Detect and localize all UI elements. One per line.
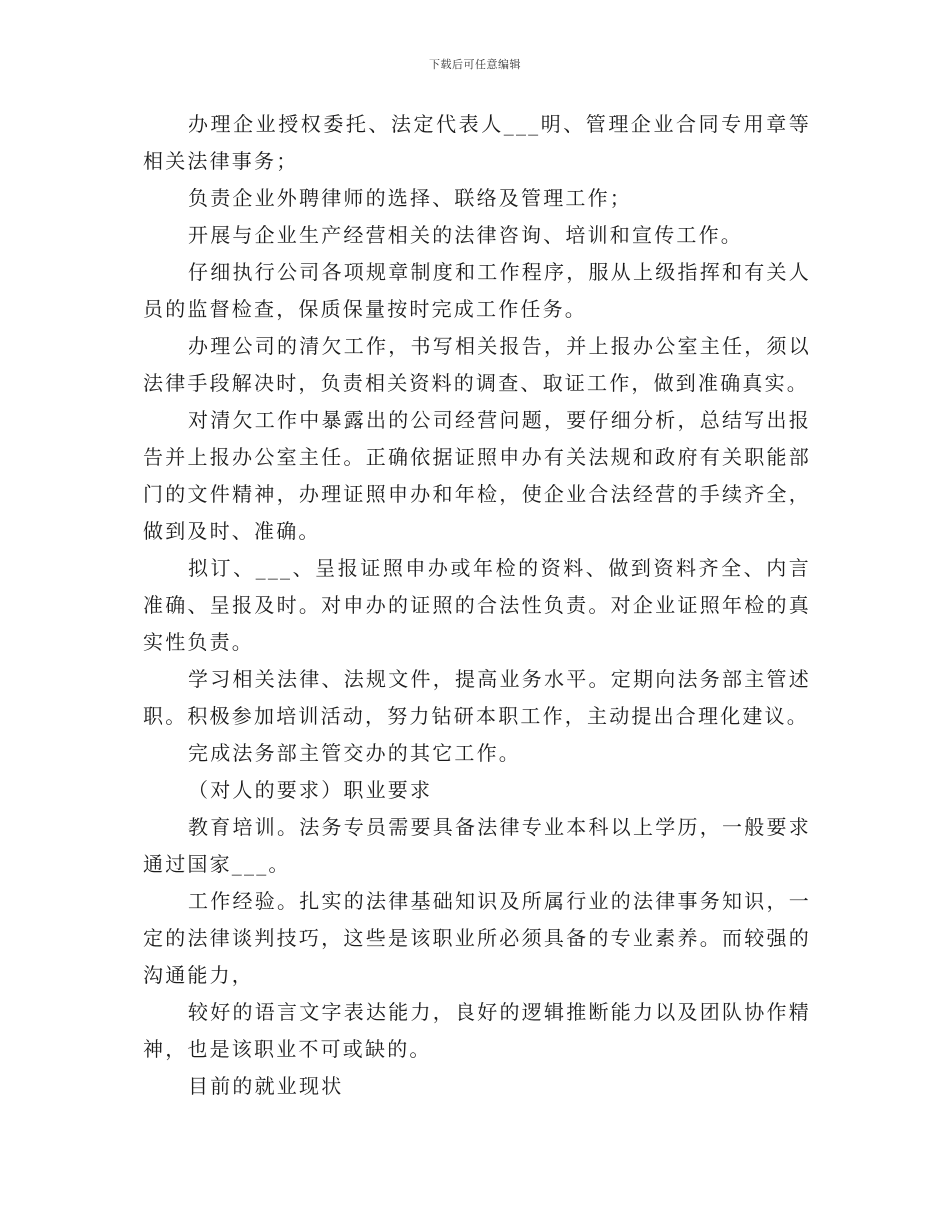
- paragraph: 负责企业外聘律师的选择、联络及管理工作；: [188, 186, 632, 210]
- section-heading: （对人的要求）职业要求: [188, 778, 433, 802]
- section-heading: 目前的就业现状: [188, 1074, 344, 1098]
- paragraph: 学习相关法律、法规文件，提高业务水平。定期向法务部主管述职。积极参加培训活动，努力钻研本职工作，主动提出合理化建议。: [143, 667, 811, 728]
- paragraph: 仔细执行公司各项规章制度和工作程序，服从上级指挥和有关人员的监督检查，保质保量按时完成工作任务。: [143, 260, 811, 321]
- paragraph: 拟订、___、呈报证照申办或年检的资料、做到资料齐全、内言准确、呈报及时。对申办的证照的合法性负责。对企业证照年检的真实性负责。: [143, 556, 811, 654]
- paragraph: 办理公司的清欠工作，书写相关报告，并上报办公室主任，须以法律手段解决时，负责相关资料的调查、取证工作，做到准确真实。: [143, 334, 811, 395]
- document-body: [143, 106, 811, 1105]
- paragraph: 较好的语言文字表达能力，良好的逻辑推断能力以及团队协作精神，也是该职业不可或缺的。: [143, 1000, 811, 1061]
- paragraph: 完成法务部主管交办的其它工作。: [188, 741, 521, 765]
- paragraph: 教育培训。法务专员需要具备法律专业本科以上学历，一般要求通过国家___。: [143, 815, 811, 876]
- page-header: 下载后可任意编辑: [429, 58, 521, 71]
- paragraph: 开展与企业生产经营相关的法律咨询、培训和宣传工作。: [188, 223, 743, 247]
- paragraph: 工作经验。扎实的法律基础知识及所属行业的法律事务知识，一定的法律谈判技巧，这些是该职业所必须具备的专业素养。而较强的沟通能力，: [143, 889, 811, 987]
- paragraph: 对清欠工作中暴露出的公司经营问题，要仔细分析，总结写出报告并上报办公室主任。正确依据证照申办有关法规和政府有关职能部门的文件精神，办理证照申办和年检，使企业合法经营的手续齐全，做到及时、准确。: [143, 408, 811, 543]
- paragraph: 办理企业授权委托、法定代表人___明、管理企业合同专用章等相关法律事务；: [143, 112, 811, 173]
